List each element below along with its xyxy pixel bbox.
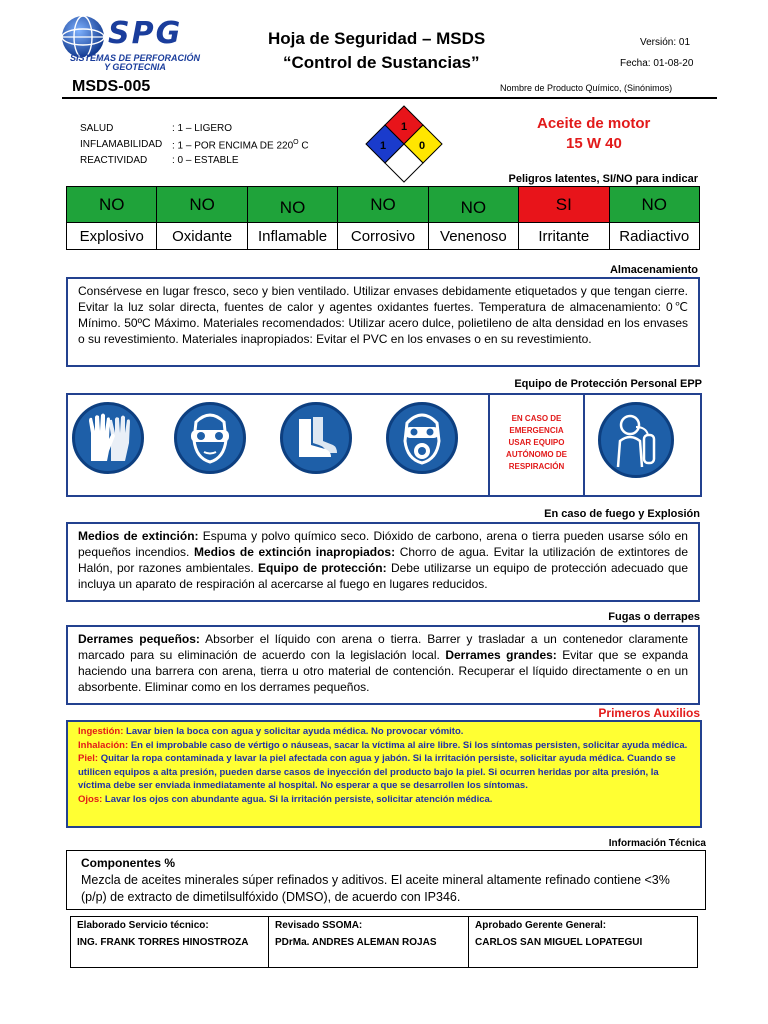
document-subtitle: “Control de Sustancias” [283,53,480,72]
diamond-right: 0 [418,140,426,152]
breathing-apparatus-icon [598,402,674,478]
dangers-table [66,186,700,250]
first-aid-box [66,720,702,828]
msds-code: MSDS-005 [72,78,151,95]
emergency-line: USAR EQUIPO [508,438,565,447]
tech-text: Mezcla de aceites minerales súper refinados y aditivos. El aceite mineral altamente refinado contiene <3%(p/p) de extracto de dimetilsulfóxido (DMSO), de acuerdo con IP346. [81,873,670,904]
fire-text-3: Debe utilizarse un equipo de protección adecuado que incluya un aparato de respiración al acercarse al fuego en lugares reducidos. [78,561,688,591]
signature-cell-revisado [269,917,469,968]
dangers-title: Peligros latentes, SI/NO para indicar [508,173,698,185]
danger-labels-row [67,223,700,250]
first-aid-inhalation [78,739,690,753]
emergency-line: AUTÓNOMO DE [506,450,567,459]
fire-box [66,522,700,602]
first-aid-key: Ojos: [78,793,103,805]
tech-box [66,850,706,910]
react-label: REACTIVIDAD [80,155,148,166]
first-aid-ingestion [78,725,690,739]
logo-sub1: SISTEMAS DE PERFORACIÓN [69,53,200,63]
danger-label: Oxidante [157,223,247,250]
product-name-label: Nombre de Producto Químico, (Sinónimos) [500,83,673,93]
danger-value: NO [157,187,247,223]
danger-label: Radiactivo [609,223,699,250]
document-title: Hoja de Seguridad – MSDS [268,29,486,48]
danger-value: NO [247,187,337,223]
spills-text [78,631,688,695]
signature-name: PDrMa. ANDRES ALEMAN ROJAS [275,937,437,948]
salud-value: : 1 – LIGERO [172,123,233,134]
first-aid-text: Lavar bien la boca con agua y solicitar ayuda médica. No provocar vómito. [123,726,464,737]
goggles-icon [174,402,246,474]
logo-sub2: Y GEOTECNIA [104,62,166,72]
spills-box [66,625,700,705]
storage-title: Almacenamiento [609,264,698,276]
product-line1: Aceite de motor [537,115,651,132]
fire-bold-3: Equipo de protección: [258,561,387,575]
signature-label: Elaborado Servicio técnico: [77,920,209,931]
tech-title: Información Técnica [608,838,706,849]
danger-label: Explosivo [67,223,157,250]
signature-label: Revisado SSOMA: [275,920,363,931]
first-aid-text: Quitar la ropa contaminada y lavar la piel afectada con agua y jabón. Si la irritación persiste, solicitar ayuda médica. Cuando se utilicen equipos a alta presión, pueden darse casos de inyección del producto bajo la piel. Si ocurren heridas por alta presión, la víctima debe ser enviada inmediatamente al hospital. No esperar a que se desarrollen los síntomas. [78,753,676,791]
signature-name: CARLOS SAN MIGUEL LOPATEGUI [475,937,643,948]
danger-label: Venenoso [428,223,518,250]
spills-bold-2: Derrames grandes: [445,648,557,662]
signature-cell-aprobado [469,917,698,968]
respirator-icon [386,402,458,474]
version-text: Versión: 01 [640,37,691,48]
product-line2: 15 W 40 [566,135,622,152]
logo-text: SPG [108,16,183,51]
first-aid-text: Lavar los ojos con abundante agua. Si la irritación persiste, solicitar atención médica. [102,793,493,805]
emergency-note [488,395,585,495]
danger-label: Inflamable [247,223,337,250]
nfpa-diamond-icon [364,104,444,184]
spills-bold-1: Derrames pequeños: [78,632,200,646]
gloves-icon [72,402,144,474]
spills-text-1: Absorber el líquido con arena o tierra. Barrer y trasladar a un contenedor claramente marcado para su eliminación de acuerdo con la legislación local. [78,632,689,662]
signature-cell-elaborado [71,917,269,968]
signature-name: ING. FRANK TORRES HINOSTROZA [77,937,249,948]
danger-value: NO [67,187,157,223]
degree-sup: O [293,139,299,146]
danger-label: Irritante [519,223,609,250]
first-aid-eyes [78,793,690,807]
first-aid-key: Piel: [78,753,99,764]
danger-value: SI [519,187,609,223]
fire-bold-2: Medios de extinción inapropiados: [193,545,396,559]
fire-bold-1: Medios de extinción: [78,529,199,543]
fire-text-2: Chorro de agua. Evitar la utilización de extintores de Halón, por razones ambientales. [78,545,688,575]
first-aid-key: Ingestión: [78,726,124,737]
fire-title: En caso de fuego y Explosión [544,508,700,520]
danger-label: Corrosivo [338,223,428,250]
signature-label: Aprobado Gerente General: [475,920,607,931]
diamond-left: 1 [379,140,387,152]
date-text: Fecha: 01-08-20 [620,58,694,69]
degree-unit: C [298,140,309,152]
first-aid-title: Primeros Auxilios [598,706,700,720]
spills-title: Fugas o derrapes [608,611,700,623]
emergency-line: EMERGENCIA [509,426,564,435]
emergency-line: RESPIRACIÓN [508,462,565,471]
company-logo [58,12,208,74]
first-aid-skin [78,752,690,793]
inflam-label: INFLAMABILIDAD [80,139,163,150]
boots-icon [280,402,352,474]
fire-text-1: Espuma y polvo químico seco. Dióxido de carbono, arena o tierra pueden usarse sólo en pequeños incendios. [78,529,688,559]
danger-values-row [67,187,700,223]
tech-heading: Componentes % [81,856,176,870]
inflam-value [172,139,309,151]
header-divider [62,97,717,99]
signatures-table [70,916,698,968]
danger-value: NO [609,187,699,223]
first-aid-text: En el improbable caso de vértigo o náuseas, sacar la víctima al aire libre. Si los síntomas persisten, solicitar ayuda médica. [128,739,688,751]
first-aid-key: Inhalación: [78,739,129,751]
inflam-value-text: : 1 – POR ENCIMA DE 220 [172,140,294,152]
spills-text-2: Evitar que se expanda haciendo una barrera con arena, tierra u otro material de contención. Recuperar el líquido directamente o en un absorbente. Eliminar como en los derrames pequeños. [78,648,689,694]
danger-value: NO [338,187,428,223]
react-value: : 0 – ESTABLE [172,155,239,166]
ppe-title: Equipo de Protección Personal EPP [514,378,702,390]
danger-value: NO [428,187,518,223]
storage-box [66,277,700,367]
storage-text: Consérvese en lugar fresco, seco y bien ventilado. Utilizar envases debidamente etiquetados y que tengan cierre. Evitar la luz solar directa, fuentes de calor y agentes oxidantes fuertes. Temperatura de almacenamiento: 0℃ Mínimo. 50ºC Máximo. Materiales recomendados: Utilizar acero dulce, polietileno de alta densidad en los envases o su revestimiento. Materiales inapropiados: Evitar el PVC en los envases o en su revestimiento. [78,284,688,346]
salud-label: SALUD [80,123,114,134]
diamond-top: 1 [400,121,408,133]
fire-text [78,528,688,592]
emergency-line: EN CASO DE [511,414,562,423]
